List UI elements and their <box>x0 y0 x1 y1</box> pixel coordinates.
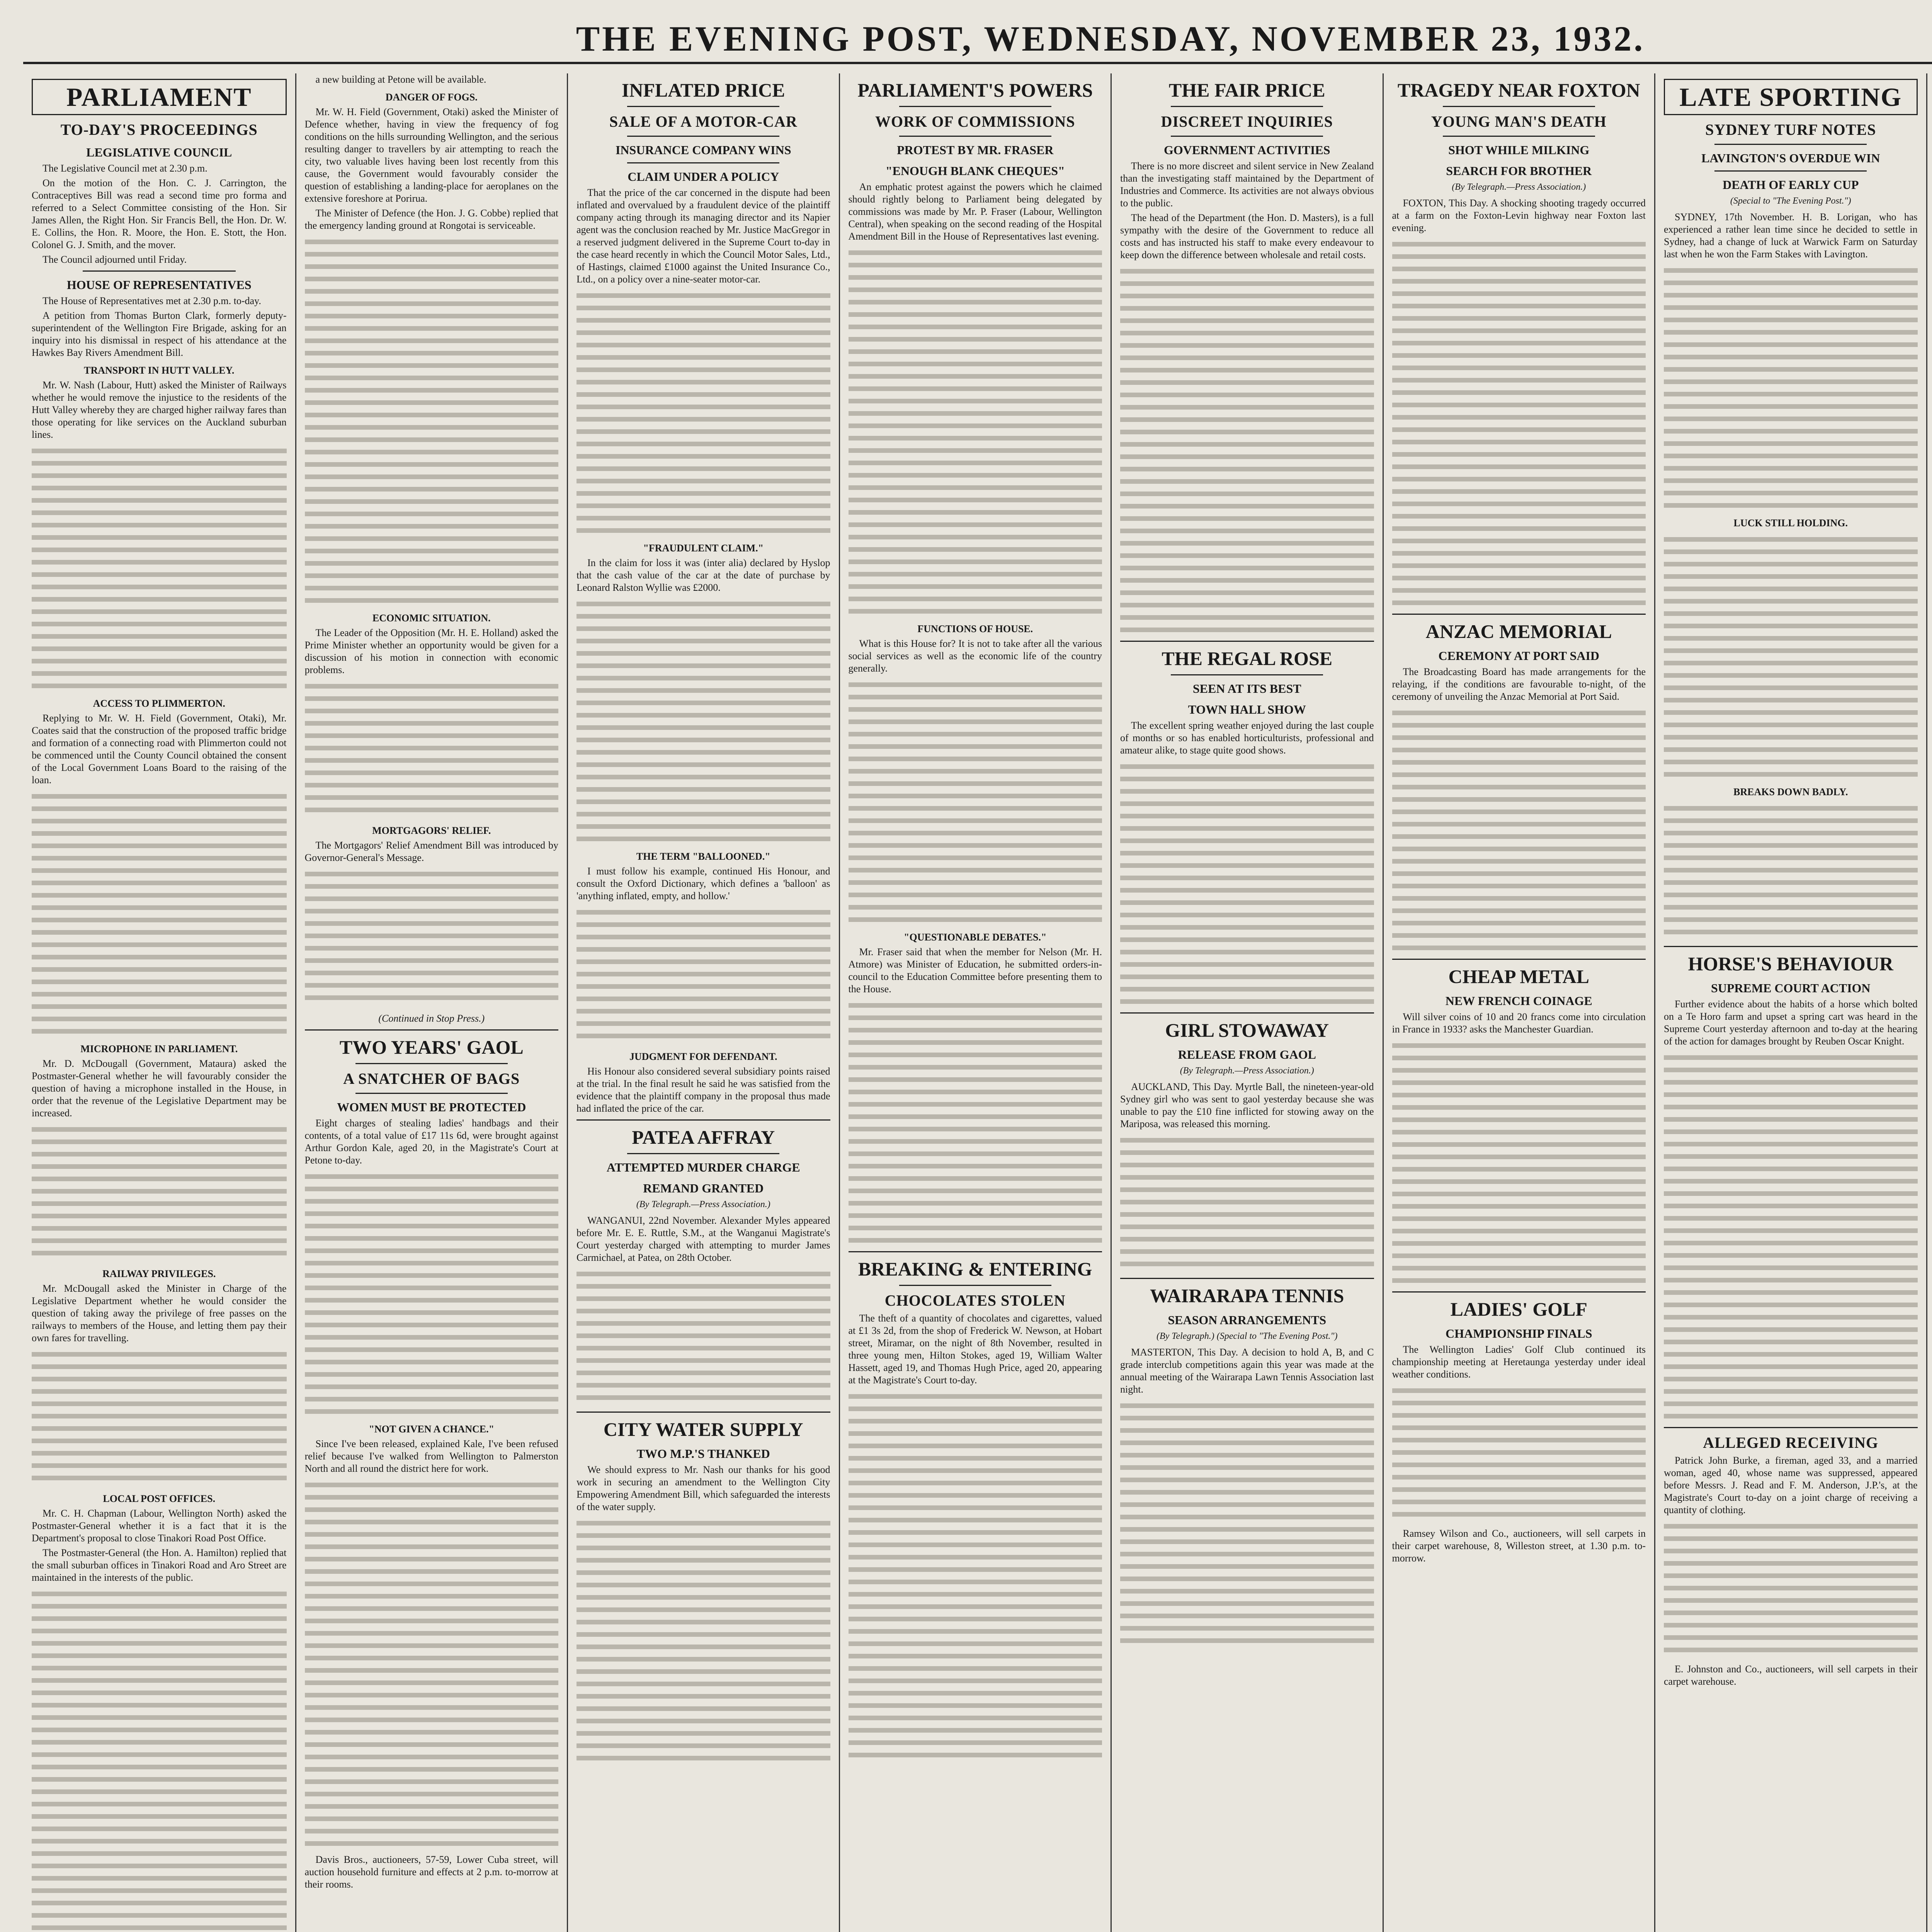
headline-season: SEASON ARRANGEMENTS <box>1168 1313 1327 1327</box>
paragraph: Replying to Mr. W. H. Field (Government, Otaki), Mr. Coates said that the construction of the proposed traffic bridge and formation of a connecting road with Plimmerton could not be commenced until the County Council obtained the consent of the Local Government Loans Board to the raising of the loan. <box>32 713 287 786</box>
headline-stowaway: GIRL STOWAWAY <box>1165 1019 1329 1041</box>
paragraph: Mr. C. H. Chapman (Labour, Wellington North) asked the Postmaster-General whether it is a fact that it is the Department's proposal to close Tinakori Road Post Office. <box>32 1508 287 1544</box>
body-text-block <box>1120 1400 1374 1647</box>
masthead <box>23 15 1932 64</box>
byline: (By Telegraph.—Press Association.) <box>636 1199 770 1209</box>
headline-best: SEEN AT ITS BEST <box>1192 682 1301 696</box>
headline-coinage: NEW FRENCH COINAGE <box>1445 994 1592 1008</box>
paragraph: E. Johnston and Co., auctioneers, will sell carpets in their carpet warehouse. <box>1664 1663 1918 1687</box>
divider <box>1664 946 1918 947</box>
column-7 <box>1654 73 1926 1932</box>
body-text-block <box>1664 1520 1918 1659</box>
subhead: LOCAL POST OFFICES. <box>103 1493 216 1504</box>
divider <box>83 270 236 272</box>
paragraph: MASTERTON, This Day. A decision to hold A, B, and C grade interclub competitions again this year was made at the annual meeting of the Wairarapa Lawn Tennis Association last night. <box>1120 1347 1374 1395</box>
body-text-block <box>305 868 559 1007</box>
divider <box>1171 106 1323 107</box>
headline-port-said: CEREMONY AT PORT SAID <box>1438 649 1599 663</box>
paragraph: Mr. W. H. Field (Government, Otaki) asked the Minister of Defence whether, having in view the frequency of fog conditions on the hills surrounding Wellington, and the serious resulting danger to travellers by air attempting to reach the city, two valuable lives having been lost recently from this cause, the Government would favourably consider the question of establishing a landing-place for aeroplanes on the extensive foreshore at Porirua. <box>304 106 558 204</box>
paragraph: Since I've been released, explained Kale, I've been refused relief because I've walked from Wellington to Palmerston North and all round the district here for work. <box>304 1438 558 1474</box>
subhead: LUCK STILL HOLDING. <box>1733 517 1848 529</box>
body-text-block <box>32 790 287 1037</box>
paragraph: That the price of the car concerned in the dispute had been inflated and overvalued by a fraudulent device of the plaintiff company acting through its managing director and its Napier agent was the conclusion reached by Mr. Justice MacGregor in a reserved judgment delivered in the Supreme Court to-day in the case heard recently in which the Council Motor Sales, Ltd., of Hastings, claimed £1000 against the United Insurance Co., Ltd., on a policy over a nine-seater motor-car. <box>577 187 830 285</box>
subhead: "NOT GIVEN A CHANCE." <box>369 1423 495 1435</box>
divider <box>577 1412 830 1413</box>
subhead: BREAKS DOWN BADLY. <box>1733 786 1848 798</box>
paragraph: FOXTON, This Day. A shocking shooting tragedy occurred at a farm on the Foxton-Levin highway near Foxton last evening. <box>1392 197 1646 233</box>
headline-search: SEARCH FOR BROTHER <box>1446 164 1592 178</box>
paragraph: The excellent spring weather enjoyed during the last couple of months or so has enabled horticulturists, professional and amateur alike, to stage quite good shows. <box>1120 720 1374 756</box>
subhead: RAILWAY PRIVILEGES. <box>102 1268 216 1279</box>
headline-supreme-court: SUPREME COURT ACTION <box>1711 981 1871 995</box>
divider <box>355 1093 508 1094</box>
body-text-block <box>32 1588 287 1932</box>
column-6 <box>1383 73 1655 1932</box>
body-text-block <box>1664 1051 1918 1422</box>
paragraph: Further evidence about the habits of a horse which bolted on a Te Horo farm and upset a spring cart was heard in the Supreme Court yesterday afternoon and to-day at the hearing of the action for damages brought by Reuben Oscar Knight. <box>1664 998 1918 1047</box>
paragraph: A petition from Thomas Burton Clark, formerly deputy-superintendent of the Wellington Fire Brigade, asking for an inquiry into his dismissal in respect of his attendance at the Hawkes Bay Rivers Amendment Bill. <box>32 310 287 358</box>
column-8 <box>1926 73 1932 1932</box>
paragraph: Mr. Fraser said that when the member for Nelson (Mr. H. Atmore) was Minister of Education, he submitted orders-in-council to the Education Committee before presenting them to the House. <box>848 946 1102 995</box>
subhead-legislative-council: LEGISLATIVE COUNCIL <box>86 145 232 159</box>
body-text-block <box>577 1268 830 1407</box>
divider <box>305 1029 559 1031</box>
paragraph: The Leader of the Opposition (Mr. H. E. Holland) asked the Prime Minister whether an opportunity would be given for a discussion of his motion in connection with economic problems. <box>304 627 558 675</box>
body-text-block <box>1392 1384 1646 1524</box>
paragraph: The Legislative Council met at 2.30 p.m. <box>43 163 207 174</box>
headline-turf-notes: SYDNEY TURF NOTES <box>1705 121 1876 138</box>
column-5 <box>1111 73 1383 1932</box>
headline-claim: CLAIM UNDER A POLICY <box>628 170 779 184</box>
paragraph: a new building at Petone will be available. <box>315 74 486 85</box>
paragraph: In the claim for loss it was (inter alia) declared by Hyslop that the cash value of the car at the date of purchase by Leonard Ralston Wyllie was £2000. <box>577 557 830 593</box>
headline-patea: PATEA AFFRAY <box>632 1126 775 1148</box>
byline: (By Telegraph.—Press Association.) <box>1180 1066 1314 1076</box>
body-text-block <box>32 445 287 692</box>
body-text-block <box>577 289 830 537</box>
paragraph: His Honour also considered several subsidiary points raised at the trial. In the final result he said he was satisfied from the evidence that the plaintiff company in the proposal thus made had inflated the price of the car. <box>577 1066 830 1114</box>
headline-town-hall: TOWN HALL SHOW <box>1188 702 1306 716</box>
divider <box>1171 136 1323 137</box>
subhead: THE TERM "BALLOONED." <box>636 851 770 862</box>
paragraph: There is no more discreet and silent service in New Zealand than the investigating staff maintained by the Department of Industries and Commerce. Its activities are not always obvious to the public. <box>1120 160 1374 209</box>
divider <box>1714 144 1867 145</box>
body-text-block <box>1664 264 1918 512</box>
divider <box>1664 1427 1918 1428</box>
paragraph: AUCKLAND, This Day. Myrtle Ball, the nineteen-year-old Sydney girl who was sent to gaol yesterday because she was unable to pay the £10 fine inflicted for stowing away on the Mariposa, was released this morning. <box>1120 1081 1374 1129</box>
divider <box>1392 614 1646 615</box>
headline-lavington: LAVINGTON'S OVERDUE WIN <box>1701 151 1880 165</box>
headline-anzac: ANZAC MEMORIAL <box>1425 621 1612 642</box>
headline-insurance: INSURANCE COMPANY WINS <box>615 143 791 157</box>
headline-tennis: WAIRARAPA TENNIS <box>1150 1285 1344 1306</box>
divider <box>1171 674 1323 675</box>
byline: (Special to "The Evening Post.") <box>1730 196 1851 206</box>
headline-murder: ATTEMPTED MURDER CHARGE <box>606 1160 800 1174</box>
headline-inflated-price: INFLATED PRICE <box>621 79 785 101</box>
subhead: "QUESTIONABLE DEBATES." <box>904 932 1047 943</box>
paragraph: We should express to Mr. Nash our thanks for his good work in securing an amendment to the Wellington City Empowering Amendment Bill, which safeguarded the interests of the water supply. <box>577 1464 830 1512</box>
byline: (By Telegraph.—Press Association.) <box>1452 182 1586 192</box>
headline-remand: REMAND GRANTED <box>643 1181 764 1195</box>
headline-protest: PROTEST BY MR. FRASER <box>897 143 1054 157</box>
body-text-block <box>849 999 1102 1247</box>
column-3 <box>567 73 839 1932</box>
headline-regal-rose: THE REGAL ROSE <box>1162 648 1333 669</box>
subhead: MORTGAGORS' RELIEF. <box>372 825 491 836</box>
divider <box>899 1285 1051 1286</box>
paragraph: I must follow his example, continued His Honour, and consult the Oxford Dictionary, which defines a 'balloon' as 'anything inflated, empty, and hollow.' <box>577 866 830 901</box>
headline-powers: PARLIAMENT'S POWERS <box>857 79 1093 101</box>
headline-release: RELEASE FROM GAOL <box>1178 1048 1316 1061</box>
paragraph: The Postmaster-General (the Hon. A. Hamilton) replied that the small suburban offices in Tinakori Road and Aro Street are maintained in the interests of the public. <box>32 1547 287 1583</box>
divider <box>1120 641 1374 642</box>
paragraph: Will silver coins of 10 and 20 francs come into circulation in France in 1933? asks the Manchester Guardian. <box>1392 1011 1646 1035</box>
headline-sale: SALE OF A MOTOR-CAR <box>609 113 798 130</box>
column-2 <box>295 73 567 1932</box>
paragraph: The Mortgagors' Relief Amendment Bill was introduced by Governor-General's Message. <box>304 840 558 863</box>
divider <box>1714 170 1867 172</box>
body-text-block <box>1392 1039 1646 1287</box>
section-heading-late-sporting: LATE SPORTING <box>1664 79 1918 115</box>
divider <box>627 106 779 107</box>
masthead-title: THE EVENING POST, WEDNESDAY, NOVEMBER 23, 1932. <box>576 19 1645 58</box>
paragraph: Eight charges of stealing ladies' handbags and their contents, of a total value of £17 11s 6d, were brought against Arthur Gordon Kale, aged 20, in the Magistrate's Court at Petone to-day. <box>304 1117 558 1166</box>
paragraph: What is this House for? It is not to take after all the various social services as well as the economic life of the country generally. <box>848 638 1102 674</box>
body-text-block <box>577 906 830 1045</box>
paragraph: On the motion of the Hon. C. J. Carrington, the Contraceptives Bill was read a second time pro forma and referred to a Select Committee consisting of the Hon. Sir James Allen, the Right Hon. Sir Francis Bell, the Hon. Dr. W. E. Collins, the Hon. R. Moore, the Hon. E. Stott, the Hon. Colonel G. J. Smith, and the mover. <box>32 177 287 250</box>
paragraph: The Minister of Defence (the Hon. J. G. Cobbe) replied that the emergency landing ground at Rongotai is serviceable. <box>304 207 558 231</box>
subhead: TRANSPORT IN HUTT VALLEY. <box>84 365 235 376</box>
body-text-block <box>1392 707 1646 954</box>
paragraph: SYDNEY, 17th November. H. B. Lorigan, who has experienced a rather lean time since he decided to settle in Sydney, had a change of luck at Warwick Farm on Saturday last when he won the Farm Stakes with Lavington. <box>1664 211 1918 260</box>
headline-government: GOVERNMENT ACTIVITIES <box>1163 143 1330 157</box>
divider <box>899 136 1051 137</box>
subhead: ACCESS TO PLIMMERTON. <box>93 698 225 709</box>
paragraph: Ramsey Wilson and Co., auctioneers, will sell carpets in their carpet warehouse, 8, Willeston street, at 1.30 p.m. to-morrow. <box>1392 1528 1646 1564</box>
body-text-block <box>32 1348 287 1487</box>
paragraph: The theft of a quantity of chocolates and cigarettes, valued at £1 3s 2d, from the shop of Frederick W. Newson, at Hobart street, Miramar, on the night of 8th November, resulted in three young men, Hilton Stokes, aged 19, William Walter Hassett, aged 19, and Thomas Hugh Price, aged 20, appearing at the Magistrate's Court to-day. <box>848 1313 1102 1386</box>
subhead: DANGER OF FOGS. <box>385 92 478 103</box>
paragraph: The head of the Department (the Hon. D. Masters), is a full sympathy with the desire of the Government to reduce all costs and has instructed his staff to make every endeavour to keep down the difference between wholesale and retail costs. <box>1120 212 1374 260</box>
divider <box>1392 1291 1646 1293</box>
paragraph: Mr. D. McDougall (Government, Mataura) asked the Postmaster-General whether he will favourably consider the question of having a microphone installed in the House, in order that the revenue of the Legislative Department may be increased. <box>32 1058 287 1119</box>
column-1 <box>23 73 295 1932</box>
headline-young-man: YOUNG MAN'S DEATH <box>1431 113 1607 130</box>
subhead-house: HOUSE OF REPRESENTATIVES <box>66 278 252 292</box>
byline: (By Telegraph.) (Special to "The Evening Post.") <box>1156 1331 1338 1341</box>
continued-note: (Continued in Stop Press.) <box>378 1013 485 1024</box>
paragraph: The House of Representatives met at 2.30 p.m. to-day. <box>43 295 261 306</box>
headline-fair-price: THE FAIR PRICE <box>1168 79 1325 101</box>
paragraph: WANGANUI, 22nd November. Alexander Myles appeared before Mr. E. E. Ruttle, S.M., at the Wanganui Magistrate's Court yesterday charged with attempting to murder James Carmichael, at Patea, on 28th October. <box>577 1215 830 1263</box>
body-text-block <box>849 1390 1102 1761</box>
paragraph: An emphatic protest against the powers which he claimed should rightly belong to Parliament being delegated by commissions was made by Mr. P. Fraser (Labour, Wellington Central), when speaking on the second reading of the Hospital Amendment Bill in the House of Representatives last evening. <box>848 181 1102 242</box>
paragraph: The Broadcasting Board has made arrangements for the relaying, if the conditions are favourable to-night, of the ceremony of unveiling the Anzac Memorial at Port Said. <box>1392 666 1646 702</box>
divider <box>627 136 779 137</box>
divider <box>899 106 1051 107</box>
subhead: FUNCTIONS OF HOUSE. <box>917 623 1033 634</box>
headline-commissions: WORK OF COMMISSIONS <box>875 113 1075 130</box>
subhead: JUDGMENT FOR DEFENDANT. <box>629 1051 777 1062</box>
headline-proceedings: TO-DAY'S PROCEEDINGS <box>60 121 258 138</box>
divider <box>1443 106 1595 107</box>
headline-cheques: "ENOUGH BLANK CHEQUES" <box>885 164 1065 178</box>
subhead: ECONOMIC SITUATION. <box>372 612 491 624</box>
section-heading-parliament: PARLIAMENT <box>32 79 287 115</box>
headline-shot: SHOT WHILE MILKING <box>1448 143 1590 157</box>
body-text-block <box>577 1517 830 1764</box>
body-text-block <box>1392 238 1646 609</box>
body-text-block <box>305 236 559 607</box>
headline-finals: CHAMPIONSHIP FINALS <box>1445 1327 1592 1340</box>
headline-snatcher: A SNATCHER OF BAGS <box>343 1070 520 1087</box>
headline-thanked: TWO M.P.'S THANKED <box>636 1447 770 1461</box>
headline-breaking: BREAKING & ENTERING <box>858 1258 1092 1280</box>
divider <box>1120 1012 1374 1014</box>
headline-ladies-golf: LADIES' GOLF <box>1450 1298 1587 1320</box>
divider <box>849 1251 1102 1252</box>
body-text-block <box>32 1123 287 1262</box>
divider <box>355 1063 508 1064</box>
body-text-block <box>849 247 1102 617</box>
headline-horse: HORSE'S BEHAVIOUR <box>1688 953 1893 975</box>
subhead: "FRAUDULENT CLAIM." <box>643 543 764 554</box>
paragraph: The Council adjourned until Friday. <box>43 254 187 265</box>
headline-women: WOMEN MUST BE PROTECTED <box>337 1100 526 1114</box>
headline-early-cup: DEATH OF EARLY CUP <box>1723 178 1859 192</box>
headline-cheap-metal: CHEAP METAL <box>1448 966 1589 987</box>
body-text-block <box>305 680 559 819</box>
headline-two-years-gaol: TWO YEARS' GAOL <box>339 1036 524 1058</box>
body-text-block <box>577 598 830 845</box>
body-text-block <box>305 1479 559 1850</box>
headline-receiving: ALLEGED RECEIVING <box>1703 1434 1879 1451</box>
body-text-block <box>1120 1134 1374 1273</box>
body-text-block <box>1120 760 1374 1008</box>
paragraph: Davis Bros., auctioneers, 57-59, Lower Cuba street, will auction household furniture and effects at 2 p.m. to-morrow at their rooms. <box>304 1854 558 1890</box>
headline-chocolates: CHOCOLATES STOLEN <box>884 1292 1066 1309</box>
column-4 <box>839 73 1111 1932</box>
paragraph: Mr. W. Nash (Labour, Hutt) asked the Minister of Railways whether he would remove the injustice to the residents of the Hutt Valley whereby they are charged higher railway fares than those operating for like services on the Auckland suburban lines. <box>32 379 287 440</box>
subhead: MICROPHONE IN PARLIAMENT. <box>80 1043 238 1054</box>
divider <box>1120 1278 1374 1279</box>
divider <box>1392 959 1646 960</box>
paragraph: Patrick John Burke, a fireman, aged 33, and a married woman, aged 40, whose name was suppressed, appeared before Messrs. J. Read and F. M. Anderson, J.P.'s, at the Magistrate's Court to-day on a joint charge of receiving a quantity of clothing. <box>1664 1455 1918 1515</box>
paragraph: Mr. McDougall asked the Minister in Charge of the Legislative Department whether he would consider the question of taking away the privilege of free passes on the railways to members of the House, and letting them pay their own fares for travelling. <box>32 1283 287 1344</box>
divider <box>1443 136 1595 137</box>
body-text-block <box>305 1170 559 1418</box>
headline-tragedy: TRAGEDY NEAR FOXTON <box>1397 79 1640 101</box>
body-text-block <box>1120 265 1374 636</box>
body-text-block <box>849 679 1102 926</box>
headline-discreet: DISCREET INQUIRIES <box>1161 113 1333 130</box>
divider <box>627 162 779 163</box>
divider <box>627 1153 779 1154</box>
body-text-block <box>1664 802 1918 941</box>
headline-water: CITY WATER SUPPLY <box>603 1418 803 1440</box>
paragraph: The Wellington Ladies' Golf Club continued its championship meeting at Heretaunga yesterday under ideal weather conditions. <box>1392 1344 1646 1380</box>
body-text-block <box>1664 533 1918 781</box>
divider <box>577 1119 830 1121</box>
columns <box>23 73 1932 1932</box>
